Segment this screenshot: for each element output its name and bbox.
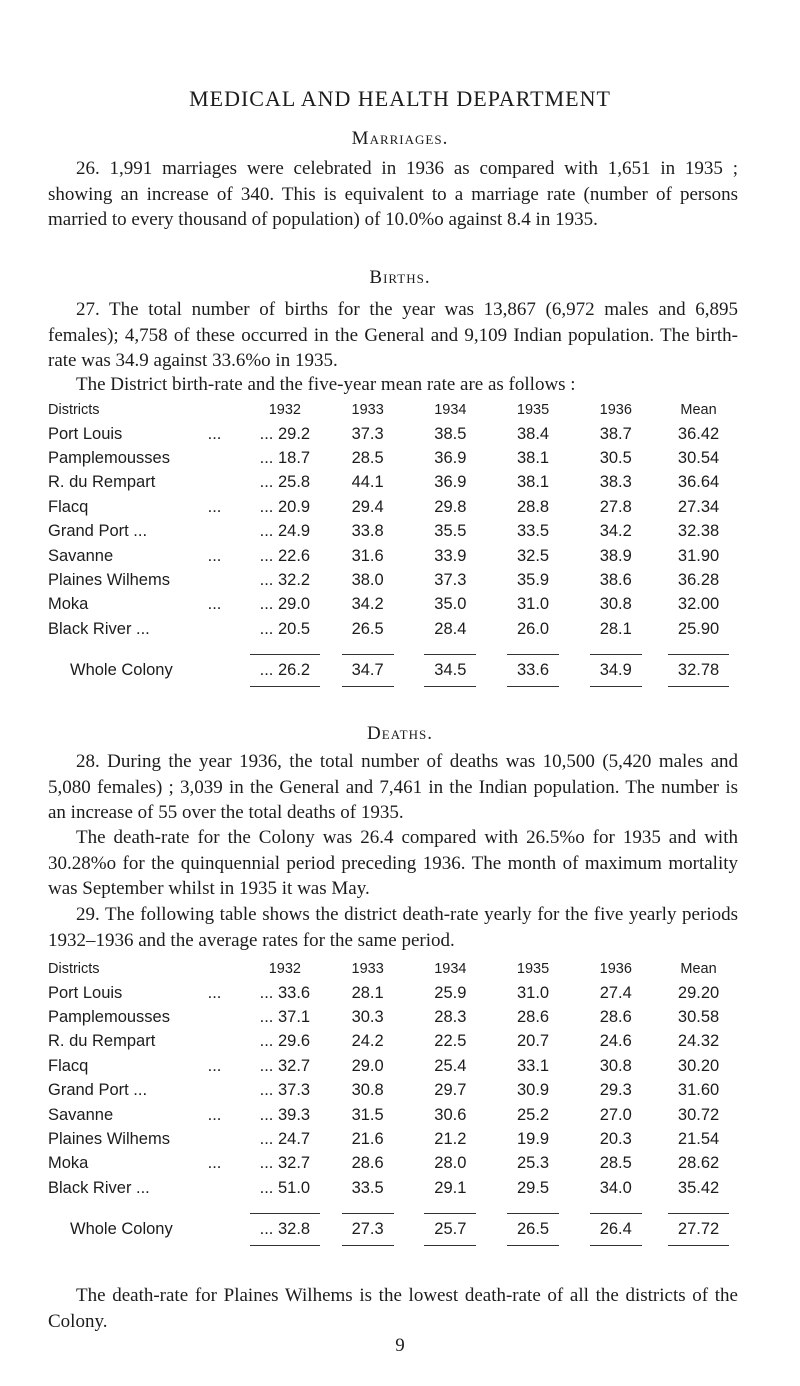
rate-cell: ... 20.9 xyxy=(259,497,311,516)
rate-cell: 21.6 xyxy=(351,1130,384,1149)
column-header: Mean xyxy=(680,402,717,418)
leader-dots: ... xyxy=(207,1154,222,1173)
table-row xyxy=(48,1103,740,1127)
district-name: Grand Port ... xyxy=(48,1081,148,1100)
rate-cell: ... 51.0 xyxy=(259,1178,311,1197)
table-row xyxy=(48,981,740,1005)
leader-dots xyxy=(208,1030,244,1054)
rate-cell: 27.4 xyxy=(599,983,632,1002)
column-header: Districts xyxy=(48,961,100,977)
rate-cell: ... 32.7 xyxy=(259,1056,311,1075)
rate-cell: 22.5 xyxy=(434,1032,467,1051)
rate-cell: 27.34 xyxy=(677,497,720,516)
birth-rate-table xyxy=(48,398,740,687)
rate-cell: 31.0 xyxy=(516,983,550,1002)
rate-cell: 32.00 xyxy=(677,595,720,614)
paragraph-28-continued: The death-rate for the Colony was 26.4 compared with 26.5%o for 1935 and with 30.28%o for the quinquennial period preceding 1936. The month of maximum mortality was September whilst in 1935 it was May. xyxy=(48,827,738,899)
rate-cell: ... 22.6 xyxy=(259,546,311,565)
district-name: R. du Rempart xyxy=(48,473,156,492)
birth-table-intro: The District birth-rate and the five-year mean rate are as follows : xyxy=(76,374,576,395)
rate-cell: ... 32.7 xyxy=(259,1154,311,1173)
rate-cell: 24.6 xyxy=(599,1032,632,1051)
total-rate-cell: 32.78 xyxy=(668,654,729,687)
table-row xyxy=(48,495,740,519)
leader-dots xyxy=(208,1176,244,1200)
district-name: Plaines Wilhems xyxy=(48,1130,170,1149)
rate-cell: 26.5 xyxy=(351,619,384,638)
rate-cell: 28.1 xyxy=(351,983,384,1002)
column-header: 1932 xyxy=(268,402,301,418)
rate-cell: 29.8 xyxy=(434,497,467,516)
rate-cell: 28.0 xyxy=(434,1154,467,1173)
closing-paragraph: The death-rate for Plaines Wilhems is the lowest death-rate of all the districts of the Colony. xyxy=(48,1285,738,1332)
table-row xyxy=(48,1176,740,1200)
district-name: Pamplemousses xyxy=(48,449,170,468)
district-name: Plaines Wilhems xyxy=(48,571,170,590)
rate-cell: 30.8 xyxy=(599,1056,632,1075)
total-rate-cell: 34.9 xyxy=(590,654,642,687)
table-row xyxy=(48,1079,740,1103)
rate-cell: 38.4 xyxy=(516,424,550,443)
rate-cell: 37.3 xyxy=(434,571,467,590)
rate-cell: 26.0 xyxy=(516,619,550,638)
rate-cell: 21.2 xyxy=(434,1130,467,1149)
rate-cell: 30.54 xyxy=(677,449,720,468)
births-heading: Births. xyxy=(369,267,431,288)
total-rate-cell: 27.72 xyxy=(668,1213,729,1246)
table-row xyxy=(48,1005,740,1029)
rate-cell: ... 29.2 xyxy=(259,424,311,443)
leader-dots: ... xyxy=(207,1056,222,1075)
rate-cell: 33.5 xyxy=(516,522,550,541)
column-header: 1935 xyxy=(516,961,550,977)
rate-cell: 34.0 xyxy=(599,1178,632,1197)
total-rate-cell: 33.6 xyxy=(507,654,559,687)
rate-cell: 29.5 xyxy=(516,1178,550,1197)
total-rate-cell: 34.7 xyxy=(342,654,394,687)
district-name: Flacq xyxy=(48,497,89,516)
district-name: Whole Colony xyxy=(70,1219,173,1238)
column-header: 1933 xyxy=(351,961,384,977)
leader-dots xyxy=(208,520,244,544)
column-header: 1935 xyxy=(516,402,550,418)
rate-cell: ... 37.1 xyxy=(259,1008,311,1027)
leader-dots: ... xyxy=(207,595,222,614)
district-name: Grand Port ... xyxy=(48,522,148,541)
rate-cell: 44.1 xyxy=(351,473,384,492)
paragraph-28: 28. During the year 1936, the total number of deaths was 10,500 (5,420 males and 5,080 females) ; 3,039 in the General and 7,461 in the Indian population. The number is an increase of 55 over the total deaths of 1935. xyxy=(48,751,738,823)
table-row xyxy=(48,446,740,470)
rate-cell: 28.4 xyxy=(434,619,467,638)
rate-cell: 29.4 xyxy=(351,497,384,516)
column-header: Districts xyxy=(48,402,100,418)
rate-cell: 32.38 xyxy=(677,522,720,541)
table-row xyxy=(48,617,740,641)
total-rate-cell: 25.7 xyxy=(424,1213,476,1246)
district-name: Moka xyxy=(48,1154,89,1173)
rate-cell: 33.8 xyxy=(351,522,384,541)
district-name: Port Louis xyxy=(48,424,123,443)
rate-cell: 34.2 xyxy=(599,522,632,541)
rate-cell: 38.0 xyxy=(351,571,384,590)
rate-cell: 38.3 xyxy=(599,473,632,492)
table-row xyxy=(48,593,740,617)
table-row xyxy=(48,1054,740,1078)
rate-cell: 30.8 xyxy=(599,595,632,614)
district-name: Savanne xyxy=(48,546,114,565)
table-row xyxy=(48,1030,740,1054)
leader-dots xyxy=(208,471,244,495)
rate-cell: 25.2 xyxy=(516,1105,550,1124)
rate-cell: 31.0 xyxy=(516,595,550,614)
leader-dots: ... xyxy=(207,1105,222,1124)
rate-cell: 19.9 xyxy=(516,1130,550,1149)
column-header: 1932 xyxy=(268,961,301,977)
rate-cell: 36.9 xyxy=(434,473,467,492)
district-name: Moka xyxy=(48,595,89,614)
rate-cell: 28.3 xyxy=(434,1008,467,1027)
column-header: 1933 xyxy=(351,402,384,418)
rate-cell: 28.5 xyxy=(599,1154,632,1173)
rate-cell: 28.1 xyxy=(599,619,632,638)
rate-cell: ... 37.3 xyxy=(259,1081,311,1100)
table-row xyxy=(48,1152,740,1176)
rate-cell: ... 39.3 xyxy=(259,1105,311,1124)
total-rate-cell: 26.5 xyxy=(507,1213,559,1246)
rate-cell: ... 29.6 xyxy=(259,1032,311,1051)
rate-cell: 32.5 xyxy=(516,546,550,565)
district-name: Whole Colony xyxy=(70,660,173,679)
total-rate-cell: ... 32.8 xyxy=(250,1213,320,1246)
rate-cell: 20.7 xyxy=(516,1032,550,1051)
rate-cell: 35.42 xyxy=(677,1178,720,1197)
leader-dots xyxy=(208,446,244,470)
rate-cell: 30.6 xyxy=(434,1105,467,1124)
rate-cell: 29.1 xyxy=(434,1178,467,1197)
rate-cell: 31.60 xyxy=(677,1081,720,1100)
table-row xyxy=(48,422,740,446)
rate-cell: 38.1 xyxy=(516,449,550,468)
paragraph-26: 26. 1,991 marriages were celebrated in 1936 as compared with 1,651 in 1935 ; showing an increase of 340. This is equivalent to a marriage rate (number of persons married to every thousand of population) of 10.0%o against 8.4 in 1935. xyxy=(48,158,738,230)
birth-table-header xyxy=(48,398,740,422)
rate-cell: 28.8 xyxy=(516,497,550,516)
rate-cell: 36.64 xyxy=(677,473,720,492)
rate-cell: 36.28 xyxy=(677,571,720,590)
rate-cell: ... 24.9 xyxy=(259,522,311,541)
rate-cell: 34.2 xyxy=(351,595,384,614)
district-name: Pamplemousses xyxy=(48,1008,170,1027)
rate-cell: 28.5 xyxy=(351,449,384,468)
rate-cell: 38.1 xyxy=(516,473,550,492)
rate-cell: 28.6 xyxy=(351,1154,384,1173)
rate-cell: ... 24.7 xyxy=(259,1130,311,1149)
rate-cell: 29.0 xyxy=(351,1056,384,1075)
district-name: Black River ... xyxy=(48,619,150,638)
column-header: Mean xyxy=(680,961,717,977)
column-header: 1934 xyxy=(434,402,467,418)
whole-colony-row xyxy=(48,654,740,687)
deaths-heading: Deaths. xyxy=(367,723,433,744)
rate-cell: 30.58 xyxy=(677,1008,720,1027)
rate-cell: ... 29.0 xyxy=(259,595,311,614)
rate-cell: 30.8 xyxy=(351,1081,384,1100)
district-name: Black River ... xyxy=(48,1178,150,1197)
rate-cell: 27.0 xyxy=(599,1105,632,1124)
rate-cell: 28.6 xyxy=(599,1008,632,1027)
rate-cell: 24.32 xyxy=(677,1032,720,1051)
rate-cell: 27.8 xyxy=(599,497,632,516)
total-rate-cell: 26.4 xyxy=(590,1213,642,1246)
rate-cell: 25.4 xyxy=(434,1056,467,1075)
table-row xyxy=(48,520,740,544)
rate-cell: ... 20.5 xyxy=(259,619,311,638)
total-rate-cell: ... 26.2 xyxy=(250,654,320,687)
leader-dots xyxy=(208,1127,244,1151)
rate-cell: 20.3 xyxy=(599,1130,632,1149)
rate-cell: 28.6 xyxy=(516,1008,550,1027)
rate-cell: 31.90 xyxy=(677,546,720,565)
rate-cell: 35.9 xyxy=(516,571,550,590)
rate-cell: 24.2 xyxy=(351,1032,384,1051)
marriages-heading: Marriages. xyxy=(351,128,449,149)
paragraph-29: 29. The following table shows the district death-rate yearly for the five yearly periods 1932–1936 and the average rates for the same period. xyxy=(48,904,738,951)
leader-dots xyxy=(208,1005,244,1029)
rate-cell: 38.5 xyxy=(434,424,467,443)
rate-cell: 31.5 xyxy=(351,1105,384,1124)
table-row xyxy=(48,471,740,495)
rate-cell: 30.20 xyxy=(677,1056,720,1075)
paragraph-27: 27. The total number of births for the year was 13,867 (6,972 males and 6,895 females); 4,758 of these occurred in the General and 9,109 Indian population. The birth-rate was 34.9 against 33.6%o in 1935. xyxy=(48,299,738,371)
rate-cell: 33.9 xyxy=(434,546,467,565)
rate-cell: ... 18.7 xyxy=(259,449,311,468)
rate-cell: 35.0 xyxy=(434,595,467,614)
table-row xyxy=(48,568,740,592)
page-header: MEDICAL AND HEALTH DEPARTMENT xyxy=(189,86,611,111)
rate-cell: 28.62 xyxy=(677,1154,720,1173)
rate-cell: ... 25.8 xyxy=(259,473,311,492)
rate-cell: 33.1 xyxy=(516,1056,550,1075)
rate-cell: 37.3 xyxy=(351,424,384,443)
rate-cell: 38.9 xyxy=(599,546,632,565)
rate-cell: 25.90 xyxy=(677,619,720,638)
rate-cell: 21.54 xyxy=(677,1130,720,1149)
rate-cell: 36.9 xyxy=(434,449,467,468)
rate-cell: 30.9 xyxy=(516,1081,550,1100)
rate-cell: 38.7 xyxy=(599,424,632,443)
total-rate-cell: 34.5 xyxy=(424,654,476,687)
leader-dots: ... xyxy=(207,546,222,565)
table-row xyxy=(48,544,740,568)
column-header: 1934 xyxy=(434,961,467,977)
leader-dots xyxy=(208,568,244,592)
rate-cell: ... 33.6 xyxy=(259,983,311,1002)
leader-dots: ... xyxy=(207,497,222,516)
rate-cell: 30.3 xyxy=(351,1008,384,1027)
column-header: 1936 xyxy=(599,402,632,418)
leader-dots: ... xyxy=(207,424,222,443)
rate-cell: 29.20 xyxy=(677,983,720,1002)
rate-cell: 30.5 xyxy=(599,449,632,468)
column-header: 1936 xyxy=(599,961,632,977)
death-rate-table xyxy=(48,957,740,1246)
rate-cell: 29.7 xyxy=(434,1081,467,1100)
district-name: Port Louis xyxy=(48,983,123,1002)
rate-cell: 30.72 xyxy=(677,1105,720,1124)
whole-colony-row xyxy=(48,1213,740,1246)
leader-dots xyxy=(208,617,244,641)
rate-cell: 25.3 xyxy=(516,1154,550,1173)
rate-cell: ... 32.2 xyxy=(259,571,311,590)
total-rate-cell: 27.3 xyxy=(342,1213,394,1246)
death-table-header xyxy=(48,957,740,981)
district-name: R. du Rempart xyxy=(48,1032,156,1051)
table-row xyxy=(48,1127,740,1151)
rate-cell: 31.6 xyxy=(351,546,384,565)
leader-dots xyxy=(208,1079,244,1103)
rate-cell: 25.9 xyxy=(434,983,467,1002)
rate-cell: 29.3 xyxy=(599,1081,632,1100)
rate-cell: 33.5 xyxy=(351,1178,384,1197)
page-number: 9 xyxy=(395,1335,405,1356)
district-name: Savanne xyxy=(48,1105,114,1124)
rate-cell: 36.42 xyxy=(677,424,720,443)
rate-cell: 38.6 xyxy=(599,571,632,590)
leader-dots: ... xyxy=(207,983,222,1002)
rate-cell: 35.5 xyxy=(434,522,467,541)
district-name: Flacq xyxy=(48,1056,89,1075)
